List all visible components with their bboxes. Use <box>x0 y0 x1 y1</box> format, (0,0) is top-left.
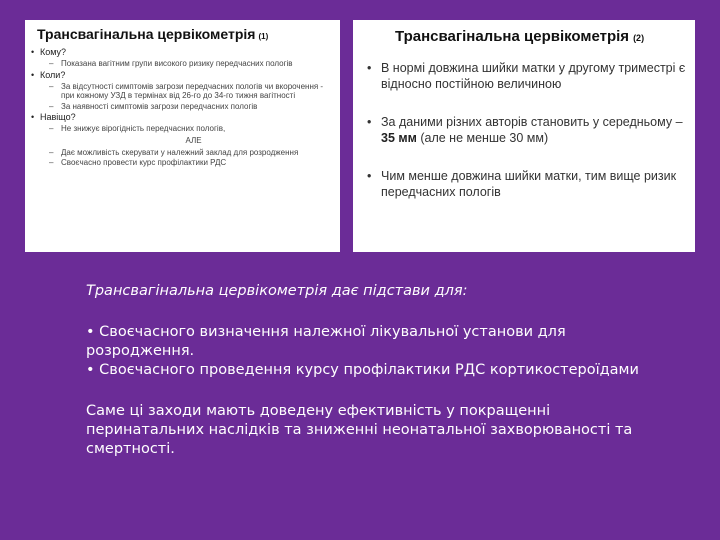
panel1-subitem: – За наявності симптомів загрози передчасних пологів <box>49 101 258 111</box>
bullet-item: • Своєчасного проведення курсу профілактики РДС кортикостероїдами <box>86 362 639 378</box>
intro-text: Трансвагінальна цервікометрія дає підстави для: <box>86 283 468 299</box>
panel1-ale: АЛЕ <box>185 135 202 145</box>
panel1-subitem: – Своєчасно провести курс профілактики РДС <box>49 158 227 167</box>
panel2-title: Трансвагінальна цервікометрія (2) <box>395 28 645 45</box>
slide-panel-2 <box>353 20 695 252</box>
panel1-list <box>31 46 336 168</box>
panel2-item-length: • За даними різних авторів становить у середньому – 35 мм (але не менше 30 мм) <box>365 114 690 146</box>
slide-panel-1 <box>25 20 340 252</box>
conclusion-text: Саме ці заходи мають доведену ефективність у покращенні перинатальних наслідків та зниженні неонатальної захворюваності та смертності. <box>86 403 633 457</box>
panel1-subitem: – Показана вагітним групи високого ризику передчасних пологів <box>49 59 293 68</box>
panel2-item-risk: • Чим менше довжина шийки матки, тим вище ризик передчасних пологів <box>365 168 690 200</box>
panel1-item-when: • Коли? <box>31 70 336 81</box>
panel1-item-whom: • Кому? <box>31 47 336 58</box>
bullet-item: • Своєчасного визначення належної лікувальної установи для розродження. <box>86 324 566 359</box>
panel2-length-value: 35 мм <box>381 131 417 145</box>
panel2-title-number: (2) <box>633 33 645 43</box>
panel1-item-why: • Навіщо? <box>31 112 336 123</box>
panel1-title: Трансвагінальна цервікометрія (1) <box>37 26 269 42</box>
slide-body-text <box>86 282 666 459</box>
panel2-item-norm: • В нормі довжина шийки матки у другому триместрі є відносно постійною величиною <box>365 60 690 92</box>
panel1-subitem: – Не знижує вірогідність передчасних пологів, <box>49 124 226 133</box>
panel1-subitem: – Дає можливість скерувати у належний заклад для розродження <box>49 147 299 157</box>
panel2-list <box>365 60 690 222</box>
panel1-subitem: – За відсутності симптомів загрози передчасних пологів чи вкорочення - при кожному УЗД в термінах від 26-го до 34-го тижня вагітності <box>49 81 324 100</box>
panel1-title-number: (1) <box>258 32 269 41</box>
